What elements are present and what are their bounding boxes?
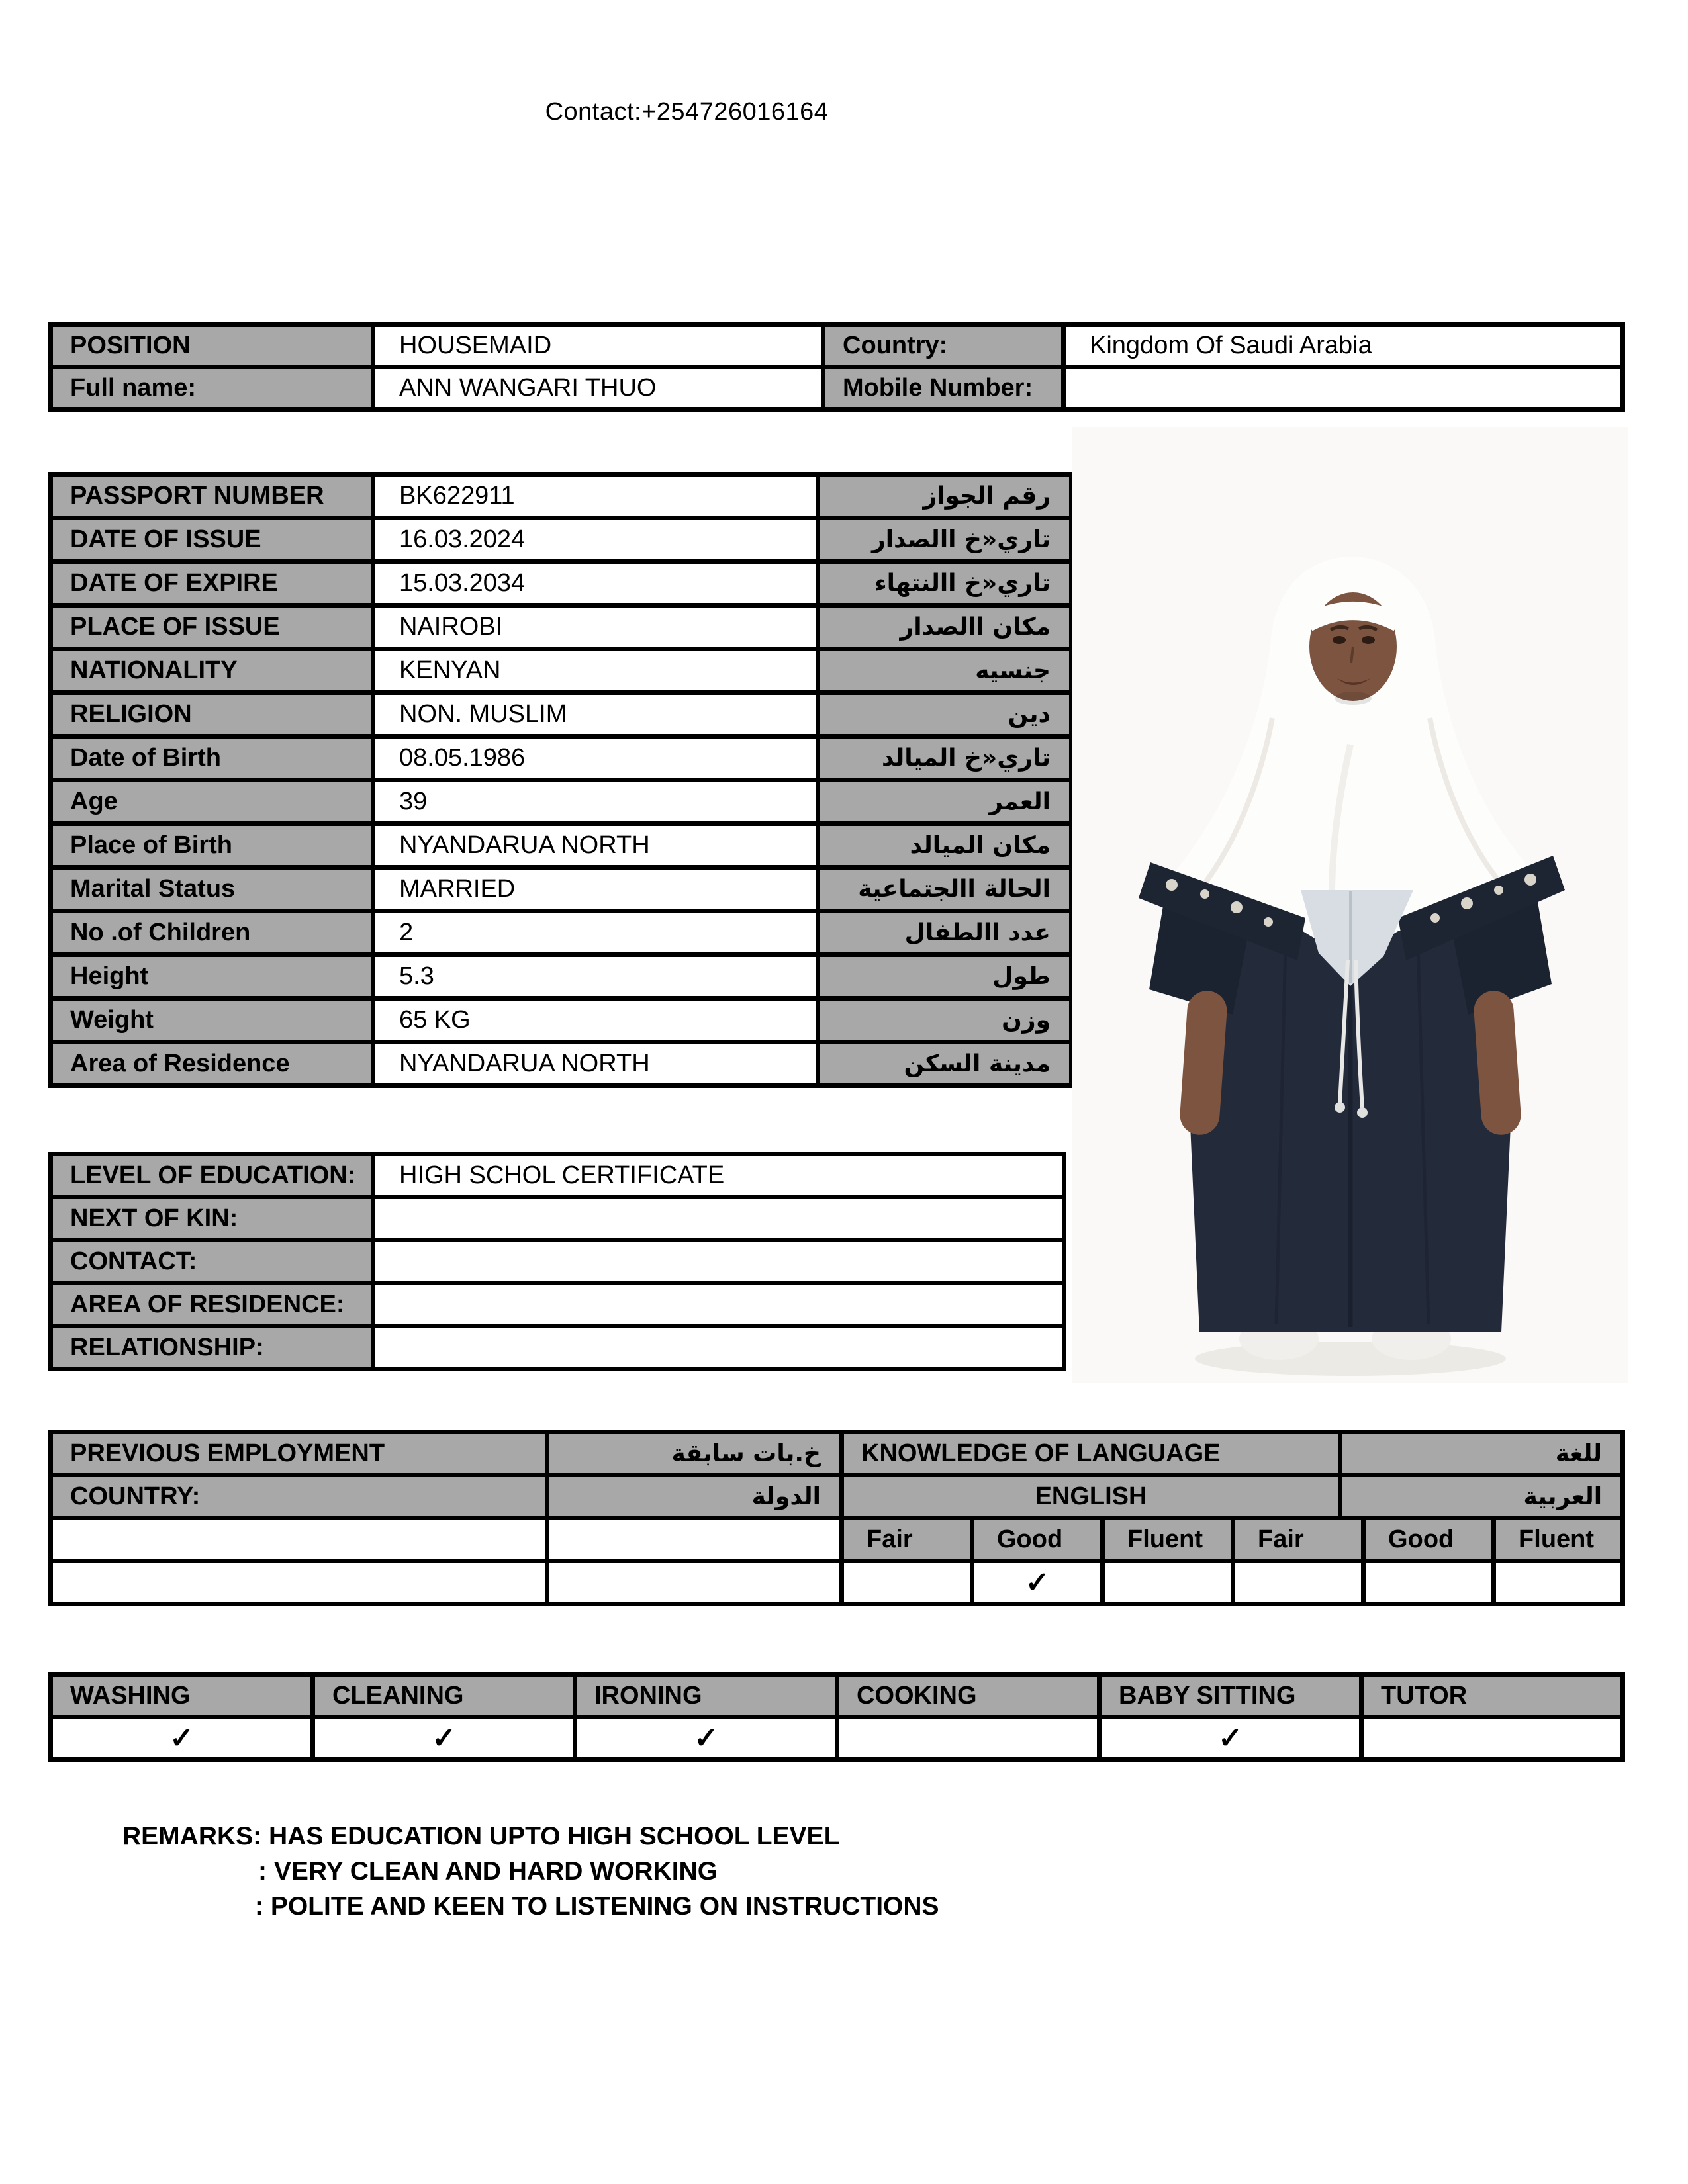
field-value: 08.05.1986 bbox=[373, 737, 818, 780]
english-good-label: Good bbox=[972, 1518, 1103, 1561]
english-fair-label: Fair bbox=[842, 1518, 972, 1561]
skill-babysitting-checkbox: ✓ bbox=[1100, 1717, 1362, 1760]
english-language-label: ENGLISH bbox=[842, 1475, 1340, 1518]
relationship-value bbox=[373, 1326, 1064, 1369]
mobile-number-value bbox=[1064, 367, 1623, 410]
field-value: 65 KG bbox=[373, 999, 818, 1042]
mobile-number-label: Mobile Number: bbox=[823, 367, 1064, 410]
table-row bbox=[51, 1326, 1064, 1369]
skill-ironing-label: IRONING bbox=[575, 1675, 837, 1717]
next-of-kin-value bbox=[373, 1197, 1064, 1240]
table-row bbox=[51, 1475, 1623, 1518]
field-value: NAIROBI bbox=[373, 606, 818, 649]
field-arabic-label: تاري«خ الميالد bbox=[818, 737, 1072, 780]
field-label: DATE OF EXPIRE bbox=[51, 562, 373, 606]
arabic-good-label: Good bbox=[1364, 1518, 1494, 1561]
field-value: 39 bbox=[373, 780, 818, 824]
field-label: Weight bbox=[51, 999, 373, 1042]
field-label: DATE OF ISSUE bbox=[51, 518, 373, 562]
table-row bbox=[51, 1518, 1623, 1561]
skill-cleaning-checkbox: ✓ bbox=[313, 1717, 575, 1760]
header-table bbox=[48, 322, 1625, 412]
previous-employment-arabic-label: خ.بات سابقة bbox=[547, 1432, 842, 1475]
field-label: Marital Status bbox=[51, 868, 373, 911]
field-value: NYANDARUA NORTH bbox=[373, 824, 818, 868]
field-value: 15.03.2034 bbox=[373, 562, 818, 606]
field-arabic-label: عدد االطفال bbox=[818, 911, 1072, 955]
table-row bbox=[51, 780, 1072, 824]
field-label: No .of Children bbox=[51, 911, 373, 955]
skill-washing-checkbox: ✓ bbox=[51, 1717, 313, 1760]
field-value: BK622911 bbox=[373, 475, 818, 518]
next-of-kin-label: NEXT OF KIN: bbox=[51, 1197, 373, 1240]
arabic-language-label: العربية bbox=[1340, 1475, 1623, 1518]
education-label: LEVEL OF EDUCATION: bbox=[51, 1154, 373, 1197]
position-value: HOUSEMAID bbox=[373, 325, 823, 367]
country-arabic-label: الدولة bbox=[547, 1475, 842, 1518]
field-arabic-label: وزن bbox=[818, 999, 1072, 1042]
table-row bbox=[51, 649, 1072, 693]
field-label: Date of Birth bbox=[51, 737, 373, 780]
field-arabic-label: الحالة االجتماعية bbox=[818, 868, 1072, 911]
table-row bbox=[51, 737, 1072, 780]
country-row-label: COUNTRY: bbox=[51, 1475, 547, 1518]
field-value: KENYAN bbox=[373, 649, 818, 693]
skill-babysitting-label: BABY SITTING bbox=[1100, 1675, 1362, 1717]
country-label: Country: bbox=[823, 325, 1064, 367]
field-value: 2 bbox=[373, 911, 818, 955]
skill-washing-label: WASHING bbox=[51, 1675, 313, 1717]
field-value: NYANDARUA NORTH bbox=[373, 1042, 818, 1086]
education-table bbox=[48, 1152, 1066, 1371]
skills-table bbox=[48, 1672, 1625, 1762]
table-row bbox=[51, 1675, 1623, 1717]
candidate-photo bbox=[1072, 427, 1628, 1383]
country-value: Kingdom Of Saudi Arabia bbox=[1064, 325, 1623, 367]
skill-tutor-label: TUTOR bbox=[1362, 1675, 1623, 1717]
table-row bbox=[51, 1561, 1623, 1604]
arabic-fluent-label: Fluent bbox=[1494, 1518, 1623, 1561]
previous-employment-entry bbox=[51, 1518, 547, 1561]
english-good-checkbox: ✓ bbox=[972, 1561, 1103, 1604]
field-value: MARRIED bbox=[373, 868, 818, 911]
remarks-block bbox=[122, 1819, 939, 1924]
field-value: 16.03.2024 bbox=[373, 518, 818, 562]
arabic-fluent-checkbox bbox=[1494, 1561, 1623, 1604]
kin-residence-label: AREA OF RESIDENCE: bbox=[51, 1283, 373, 1326]
previous-employment-entry-arabic bbox=[547, 1518, 842, 1561]
table-row bbox=[51, 1432, 1623, 1475]
field-value: 5.3 bbox=[373, 955, 818, 999]
remarks-line: REMARKS: HAS EDUCATION UPTO HIGH SCHOOL LEVEL bbox=[122, 1822, 840, 1850]
kin-contact-label: CONTACT: bbox=[51, 1240, 373, 1283]
knowledge-of-language-label: KNOWLEDGE OF LANGUAGE bbox=[842, 1432, 1340, 1475]
field-label: Place of Birth bbox=[51, 824, 373, 868]
full-name-label: Full name: bbox=[51, 367, 373, 410]
position-label: POSITION bbox=[51, 325, 373, 367]
field-arabic-label: تاري«خ االنتهاء bbox=[818, 562, 1072, 606]
field-label: NATIONALITY bbox=[51, 649, 373, 693]
field-value: NON. MUSLIM bbox=[373, 693, 818, 737]
table-row bbox=[51, 562, 1072, 606]
skill-cooking-label: COOKING bbox=[837, 1675, 1100, 1717]
remarks-line: : VERY CLEAN AND HARD WORKING bbox=[258, 1857, 718, 1886]
table-row bbox=[51, 955, 1072, 999]
table-row bbox=[51, 1240, 1064, 1283]
table-row bbox=[51, 999, 1072, 1042]
english-fluent-checkbox bbox=[1103, 1561, 1233, 1604]
table-row bbox=[51, 1717, 1623, 1760]
field-arabic-label: رقم الجواز bbox=[818, 475, 1072, 518]
table-row bbox=[51, 367, 1623, 410]
field-arabic-label: مكان الميالد bbox=[818, 824, 1072, 868]
full-name-value: ANN WANGARI THUO bbox=[373, 367, 823, 410]
table-row bbox=[51, 1042, 1072, 1086]
kin-contact-value bbox=[373, 1240, 1064, 1283]
education-value: HIGH SCHOL CERTIFICATE bbox=[373, 1154, 1064, 1197]
field-label: PLACE OF ISSUE bbox=[51, 606, 373, 649]
skill-ironing-checkbox: ✓ bbox=[575, 1717, 837, 1760]
table-row bbox=[51, 606, 1072, 649]
arabic-fair-label: Fair bbox=[1233, 1518, 1364, 1561]
passport-details-table bbox=[48, 472, 1074, 1088]
skill-cooking-checkbox bbox=[837, 1717, 1100, 1760]
table-row bbox=[51, 325, 1623, 367]
field-label: Area of Residence bbox=[51, 1042, 373, 1086]
table-row bbox=[51, 475, 1072, 518]
table-row bbox=[51, 518, 1072, 562]
english-fair-checkbox bbox=[842, 1561, 972, 1604]
field-arabic-label: تاري«خ االصدار bbox=[818, 518, 1072, 562]
table-row bbox=[51, 911, 1072, 955]
table-row bbox=[51, 868, 1072, 911]
skill-tutor-checkbox bbox=[1362, 1717, 1623, 1760]
field-label: RELIGION bbox=[51, 693, 373, 737]
field-arabic-label: جنسيه bbox=[818, 649, 1072, 693]
previous-employment-entry-arabic bbox=[547, 1561, 842, 1604]
field-arabic-label: مدينة السكن bbox=[818, 1042, 1072, 1086]
field-arabic-label: طول bbox=[818, 955, 1072, 999]
table-row bbox=[51, 824, 1072, 868]
knowledge-of-language-arabic-label: للغة bbox=[1340, 1432, 1623, 1475]
table-row bbox=[51, 693, 1072, 737]
relationship-label: RELATIONSHIP: bbox=[51, 1326, 373, 1369]
field-label: Age bbox=[51, 780, 373, 824]
previous-employment-label: PREVIOUS EMPLOYMENT bbox=[51, 1432, 547, 1475]
field-arabic-label: مكان االصدار bbox=[818, 606, 1072, 649]
employment-language-table bbox=[48, 1430, 1625, 1606]
arabic-fair-checkbox bbox=[1233, 1561, 1364, 1604]
arabic-good-checkbox bbox=[1364, 1561, 1494, 1604]
table-row bbox=[51, 1283, 1064, 1326]
candidate-photo-illustration bbox=[1072, 427, 1628, 1383]
field-arabic-label: العمر bbox=[818, 780, 1072, 824]
field-arabic-label: دين bbox=[818, 693, 1072, 737]
table-row bbox=[51, 1154, 1064, 1197]
skill-cleaning-label: CLEANING bbox=[313, 1675, 575, 1717]
english-fluent-label: Fluent bbox=[1103, 1518, 1233, 1561]
field-label: PASSPORT NUMBER bbox=[51, 475, 373, 518]
remarks-line: : POLITE AND KEEN TO LISTENING ON INSTRUCTIONS bbox=[255, 1892, 939, 1921]
previous-employment-entry bbox=[51, 1561, 547, 1604]
contact-line: Contact:+254726016164 bbox=[545, 98, 829, 126]
kin-residence-value bbox=[373, 1283, 1064, 1326]
table-row bbox=[51, 1197, 1064, 1240]
field-label: Height bbox=[51, 955, 373, 999]
